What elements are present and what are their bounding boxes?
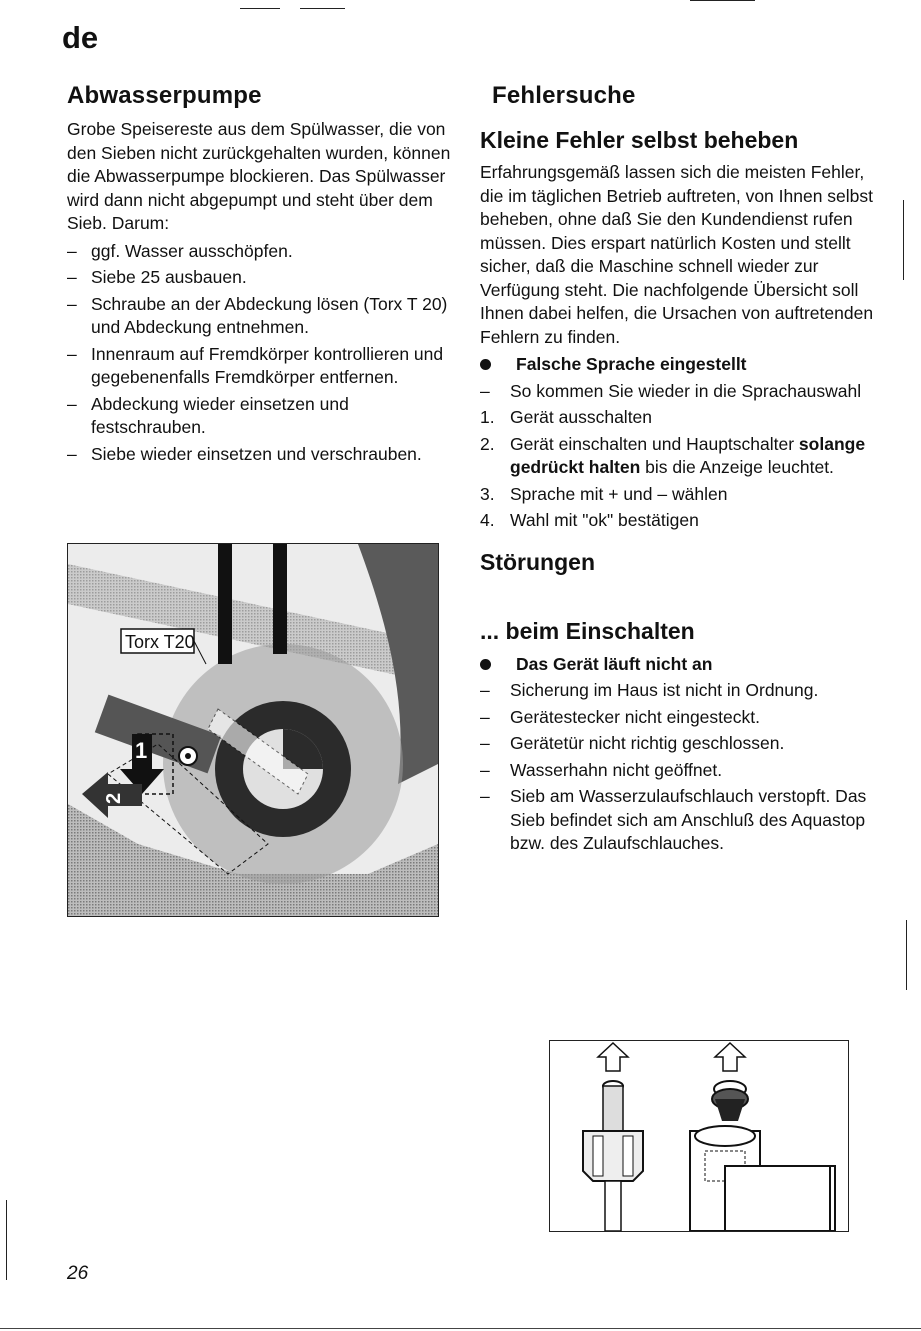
list-item: – Gerätestecker nicht eingesteckt. — [480, 706, 760, 727]
list-item: – Siebe 25 ausbauen. — [67, 267, 247, 287]
left-column — [67, 82, 452, 466]
list-item: – Sieb am Wasserzulaufschlauch verstopft. Das Sieb befindet sich am Anschluß des Aquastop bzw. des Zulaufschlauches. — [480, 786, 867, 853]
subheading-stoerungen: Störungen — [480, 548, 595, 575]
bullet-icon — [480, 659, 491, 670]
scan-mark — [300, 8, 345, 9]
list-item: – Siebe wieder einsetzen und verschrauben. — [67, 443, 422, 464]
procedure-list — [67, 240, 452, 467]
callout-2: 2 — [103, 792, 125, 804]
callout-1: 1 — [135, 738, 148, 763]
section-heading-abwasserpumpe: Abwasserpumpe — [67, 82, 262, 109]
subheading-kleine-fehler: Kleine Fehler selbst beheben — [480, 127, 799, 153]
list-item: 3. Sprache mit + und – wählen — [480, 483, 728, 504]
pump-cover-illustration — [67, 543, 439, 917]
subheading-beim-einschalten: ... beim Einschalten — [480, 617, 695, 644]
bullet-icon — [480, 359, 491, 370]
list-item: – Schraube an der Abdeckung lösen (Torx T 20) und Abdeckung entnehmen. — [67, 293, 448, 337]
section-heading-fehlersuche: Fehlersuche — [492, 82, 636, 109]
device-fault-list — [480, 679, 875, 856]
language-fault-list — [480, 380, 875, 533]
list-item: – ggf. Wasser ausschöpfen. — [67, 240, 293, 261]
scan-mark — [903, 200, 904, 280]
list-item: – Abdeckung wieder einsetzen und festschrauben. — [67, 393, 349, 437]
arrow-up-icon — [598, 1043, 628, 1071]
language-tag: de — [62, 20, 99, 55]
hose-filter-illustration — [549, 1040, 849, 1232]
hose-filter-drawing — [550, 1041, 848, 1231]
list-item: 2. Gerät einschalten und Hauptschalter solange gedrückt halten bis die Anzeige leuchtet. — [480, 433, 866, 477]
scan-mark — [690, 0, 755, 1]
right-column — [480, 82, 875, 856]
scan-mark — [0, 1328, 921, 1329]
list-item: – Wasserhahn nicht geöffnet. — [480, 759, 723, 780]
intro-paragraph: Grobe Speisereste aus dem Spülwasser, die von den Sieben nicht zurückgehalten wurden, können die Abwasserpumpe blockieren. Das Spülwasser wird dann nicht abgepumpt und steht über dem Sieb. Darum: — [67, 119, 451, 233]
list-item: 1. Gerät ausschalten — [480, 407, 653, 427]
list-item: – Innenraum auf Fremdkörper kontrollieren und gegebenenfalls Fremdkörper entfernen. — [67, 343, 444, 387]
pump-cover-drawing — [68, 544, 438, 916]
intro-paragraph: Erfahrungsgemäß lassen sich die meisten Fehler, die im täglichen Betrieb auftreten, von Ihnen selbst beheben, ohne daß Sie den Kundendienst rufen müssen. Dies erspart natürlich Kosten und stellt sicher, daß die Maschine schnell wieder zur Verfügung steht. Die nachfolgende Übersicht soll Ihnen dabei helfen, die Ursachen von auftretenden Fehlern zu finden. — [480, 162, 874, 347]
scan-mark — [240, 8, 280, 9]
list-item: – Sicherung im Haus ist nicht in Ordnung. — [480, 680, 819, 700]
arrow-up-icon — [715, 1043, 745, 1071]
list-item: – Gerätetür nicht richtig geschlossen. — [480, 733, 785, 753]
scan-mark — [906, 920, 907, 990]
fault-device-not-starting: Das Gerät läuft nicht an — [480, 653, 875, 677]
fault-language: Falsche Sprache eingestellt — [480, 353, 875, 377]
torx-label: Torx T20 — [125, 632, 195, 652]
page-number: 26 — [67, 1263, 89, 1284]
list-item: 4. Wahl mit "ok" bestätigen — [480, 510, 699, 530]
scan-mark — [6, 1200, 7, 1280]
list-item: – So kommen Sie wieder in die Sprachauswahl — [480, 380, 862, 401]
